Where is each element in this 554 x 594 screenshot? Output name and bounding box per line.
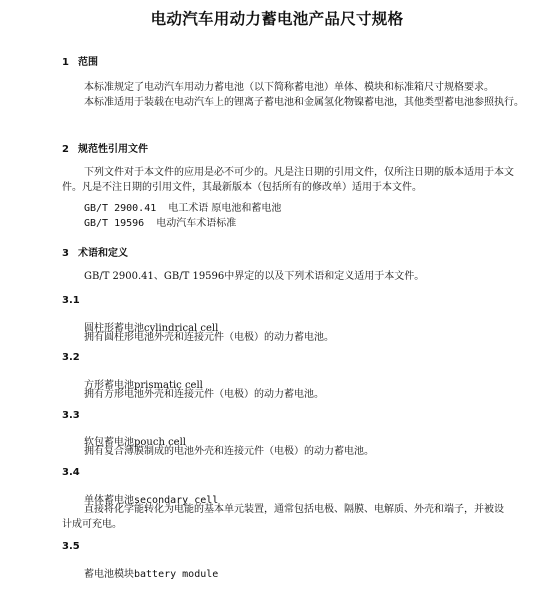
term-english: prismatic cell	[134, 380, 203, 391]
section-number: 2	[62, 144, 69, 155]
term-number: 3.2	[62, 352, 80, 363]
term-english: secondary cell	[134, 495, 219, 506]
section-3-paragraph: GB/T 2900.41、GB/T 19596中界定的以及下列术语和定义适用于本文件。	[84, 271, 425, 282]
term-definition: 拥有方形电池外壳和连接元件（电极）的动力蓄电池。	[84, 389, 324, 400]
section-1-paragraph-1: 本标准规定了电动汽车用动力蓄电池（以下简称蓄电池）单体、模块和标准箱尺寸规格要求。	[84, 82, 494, 93]
term-chinese: 软包蓄电池	[84, 437, 134, 448]
section-title: 术语和定义	[78, 248, 128, 259]
section-number: 3	[62, 248, 69, 259]
term-name	[84, 565, 218, 580]
term-number: 3.5	[62, 541, 80, 552]
section-number: 1	[62, 57, 69, 68]
section-title: 规范性引用文件	[78, 144, 148, 155]
term-definition: 直接将化学能转化为电能的基本单元装置，通常包括电极、隔膜、电解质、外壳和端子，并被设计成可充电。	[62, 504, 504, 530]
reference-name: 电工术语 原电池和蓄电池	[168, 203, 282, 214]
term-number: 3.1	[62, 295, 80, 306]
reference-code: GB/T 19596	[84, 218, 145, 229]
document-title: 电动汽车用动力蓄电池产品尺寸规格	[150, 10, 404, 28]
term-definition: 拥有圆柱形电池外壳和连接元件（电极）的动力蓄电池。	[84, 332, 334, 343]
term-chinese: 单体蓄电池	[84, 495, 134, 506]
section-title: 范围	[78, 57, 98, 68]
term-chinese: 蓄电池模块	[84, 569, 134, 580]
section-1-heading	[62, 53, 98, 68]
section-3-heading	[62, 244, 128, 259]
reference-item	[84, 214, 236, 229]
reference-item	[84, 199, 281, 214]
term-english: pouch cell	[134, 437, 186, 448]
reference-code: GB/T 2900.41	[84, 203, 157, 214]
reference-name: 电动汽车术语标准	[156, 218, 237, 229]
section-2-heading	[62, 140, 148, 155]
term-english: cylindrical cell	[144, 323, 219, 334]
section-1-paragraph-2: 本标准适用于装载在电动汽车上的锂离子蓄电池和金属氢化物镍蓄电池，其他类型蓄电池参照执行。	[84, 97, 524, 108]
term-number: 3.3	[62, 410, 80, 421]
term-chinese: 方形蓄电池	[84, 380, 134, 391]
term-number: 3.4	[62, 467, 80, 478]
section-2-paragraph: 下列文件对于本文件的应用是必不可少的。凡是注日期的引用文件，仅所注日期的版本适用于本文件。凡是不注日期的引用文件，其最新版本（包括所有的修改单）适用于本文件。	[62, 167, 514, 193]
term-definition: 拥有复合薄膜制成的电池外壳和连接元件（电极）的动力蓄电池。	[84, 446, 374, 457]
term-english: battery module	[134, 569, 219, 580]
term-chinese: 圆柱形蓄电池	[84, 323, 144, 334]
